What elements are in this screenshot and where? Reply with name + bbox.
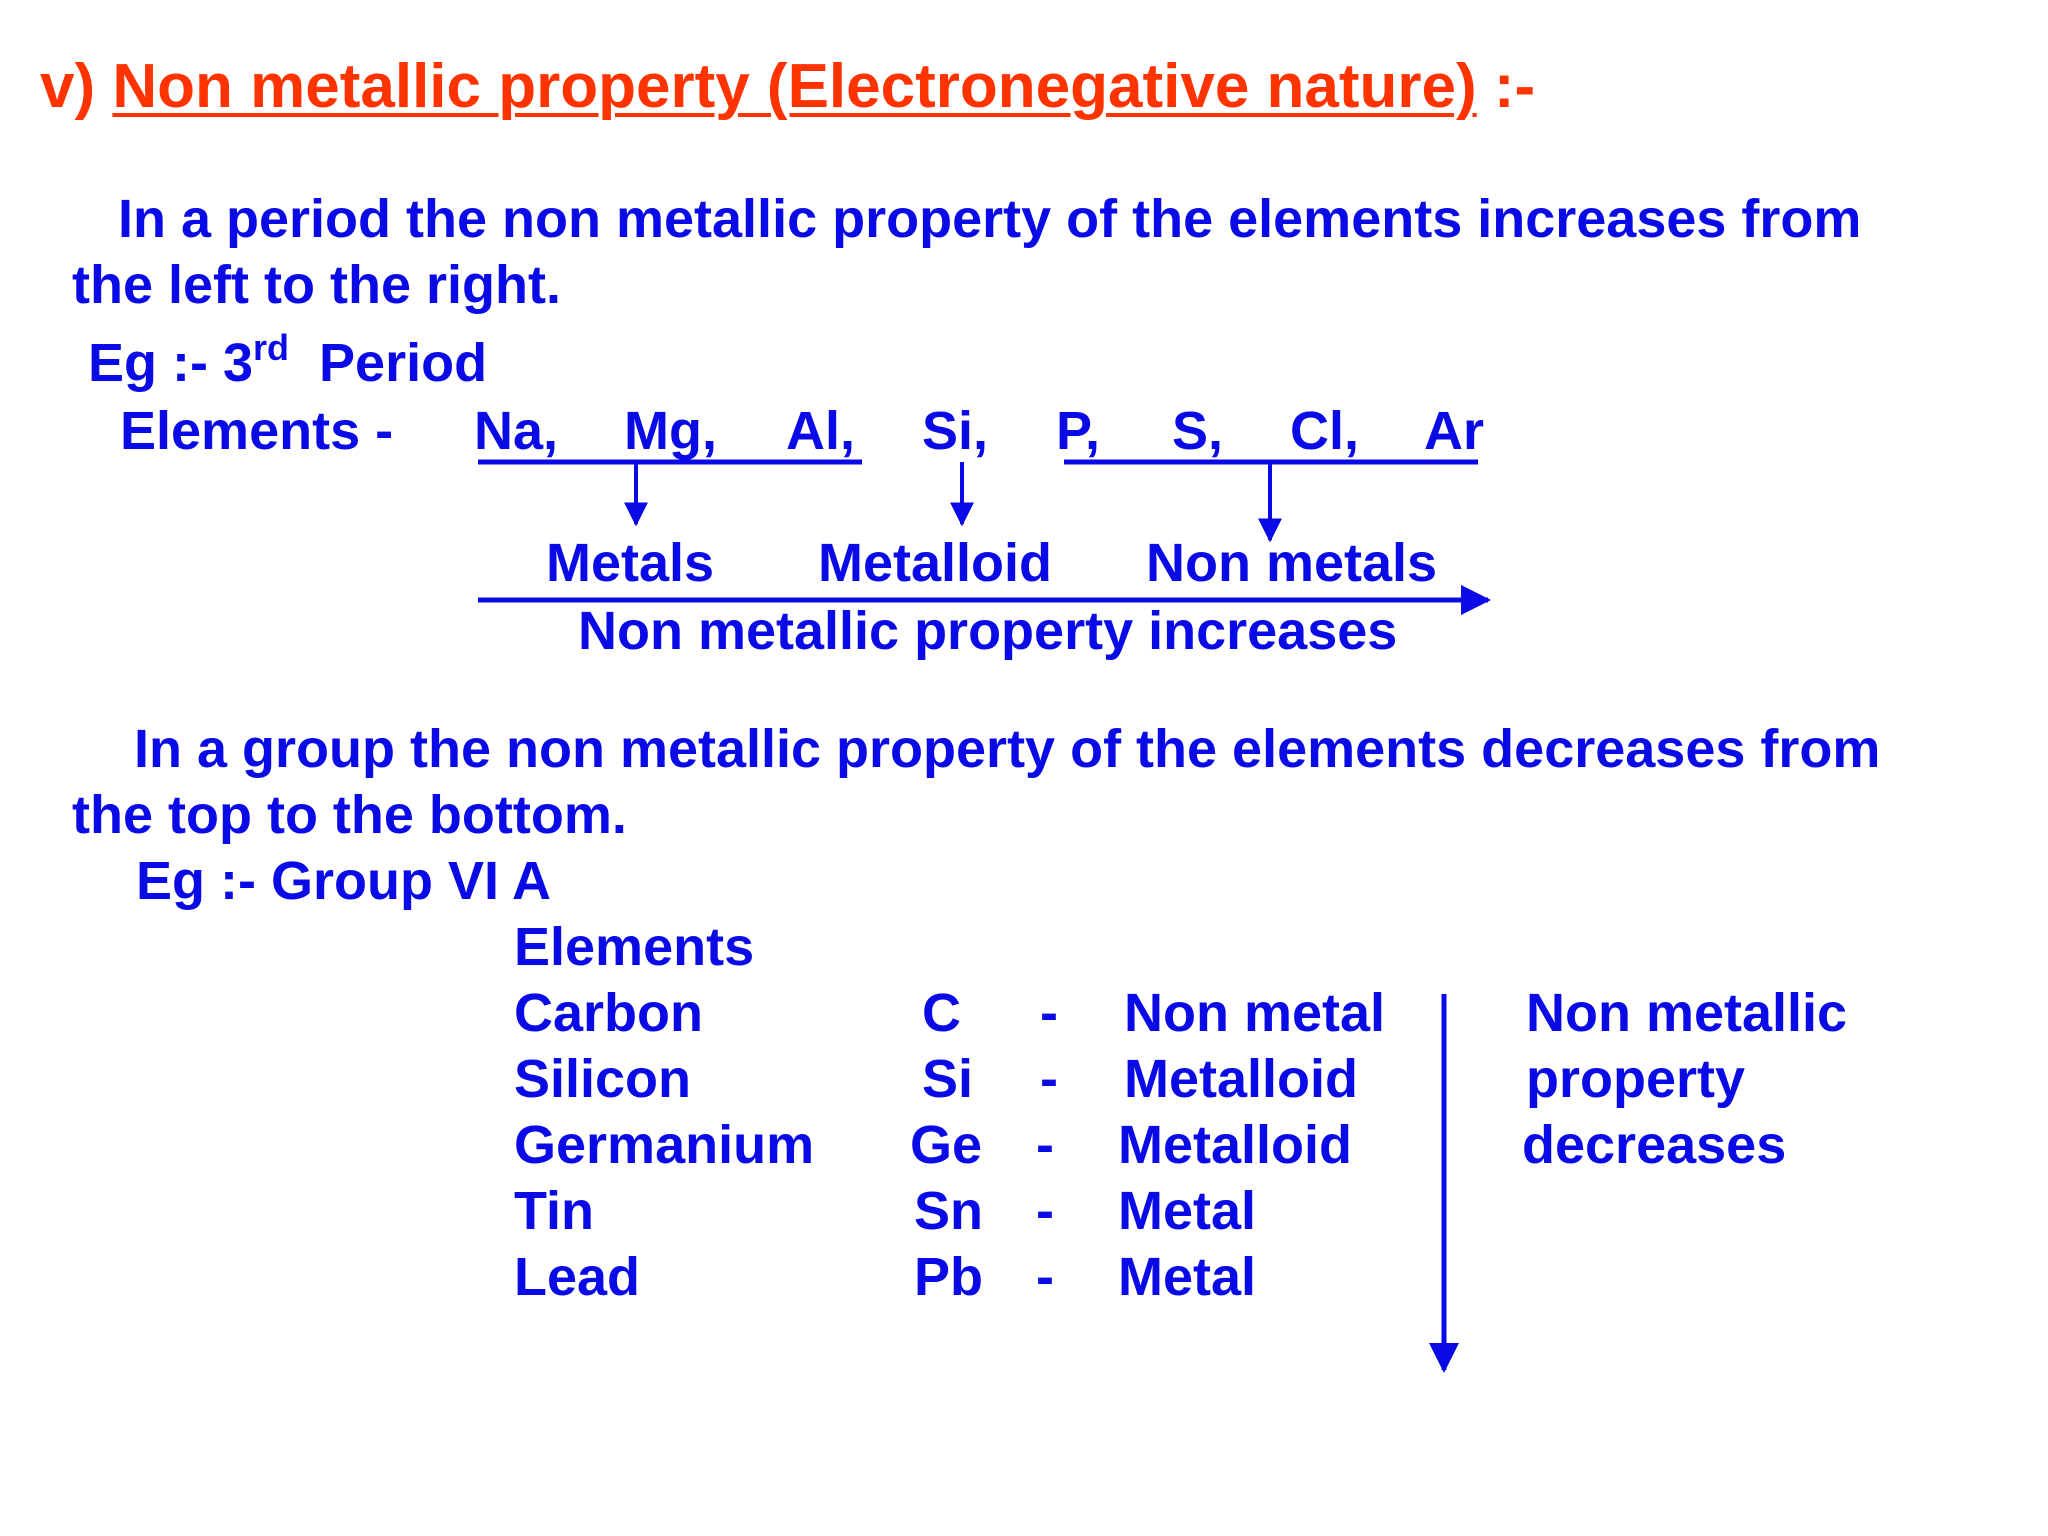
- row-symbol: C: [922, 983, 961, 1043]
- element-s: S,: [1172, 401, 1224, 461]
- row-name: Germanium: [514, 1115, 815, 1175]
- row-type: Metalloid: [1118, 1115, 1353, 1175]
- element-si: Si,: [922, 401, 989, 461]
- row-type: Non metal: [1124, 983, 1386, 1043]
- period-example: [88, 327, 488, 393]
- period-example-prefix: Eg :- 3: [88, 333, 254, 393]
- row-dash: -: [1040, 983, 1058, 1043]
- element-mg: Mg,: [624, 401, 717, 461]
- row-type: Metalloid: [1124, 1049, 1359, 1109]
- category-non-metals: Non metals: [1146, 533, 1438, 593]
- row-symbol: Si: [922, 1049, 974, 1109]
- row-symbol: Sn: [914, 1181, 984, 1241]
- period-trend-label: Non metallic property increases: [578, 601, 1398, 661]
- row-dash: -: [1036, 1181, 1054, 1241]
- element-al: Al,: [786, 401, 856, 461]
- element-ar: Ar: [1424, 401, 1485, 461]
- row-name: Lead: [514, 1247, 641, 1307]
- row-dash: -: [1036, 1115, 1054, 1175]
- row-name: Silicon: [514, 1049, 692, 1109]
- row-type: Metal: [1118, 1247, 1257, 1307]
- element-cl: Cl,: [1290, 401, 1360, 461]
- category-metalloid: Metalloid: [818, 533, 1053, 593]
- group-trend-line3: decreases: [1522, 1115, 1787, 1175]
- category-metals: Metals: [546, 533, 715, 593]
- title-underlined: Non metallic property (Electronegative nature): [112, 52, 1477, 121]
- row-symbol: Pb: [914, 1247, 984, 1307]
- group-trend-line2: property: [1526, 1049, 1746, 1109]
- group-elements-header: Elements: [514, 917, 755, 977]
- period-statement-line2: the left to the right.: [72, 255, 561, 315]
- slide-title: [40, 52, 1536, 121]
- title-prefix: v): [40, 52, 113, 121]
- row-dash: -: [1040, 1049, 1058, 1109]
- group-statement-line2: the top to the bottom.: [72, 785, 627, 845]
- group-example: Eg :- Group VI A: [136, 851, 551, 911]
- row-dash: -: [1036, 1247, 1054, 1307]
- row-symbol: Ge: [910, 1115, 983, 1175]
- element-na: Na,: [474, 401, 559, 461]
- period-example-superscript: rd: [253, 327, 290, 368]
- period-statement-line1: In a period the non metallic property of the elements increases from: [118, 189, 1862, 249]
- period-example-suffix: Period: [319, 333, 488, 393]
- group-trend-line1: Non metallic: [1526, 983, 1848, 1043]
- row-name: Carbon: [514, 983, 703, 1043]
- elements-label: Elements -: [120, 401, 394, 461]
- title-suffix: :-: [1476, 52, 1536, 121]
- row-name: Tin: [514, 1181, 594, 1241]
- element-p: P,: [1056, 401, 1101, 461]
- group-statement-line1: In a group the non metallic property of the elements decreases from: [134, 719, 1881, 779]
- row-type: Metal: [1118, 1181, 1257, 1241]
